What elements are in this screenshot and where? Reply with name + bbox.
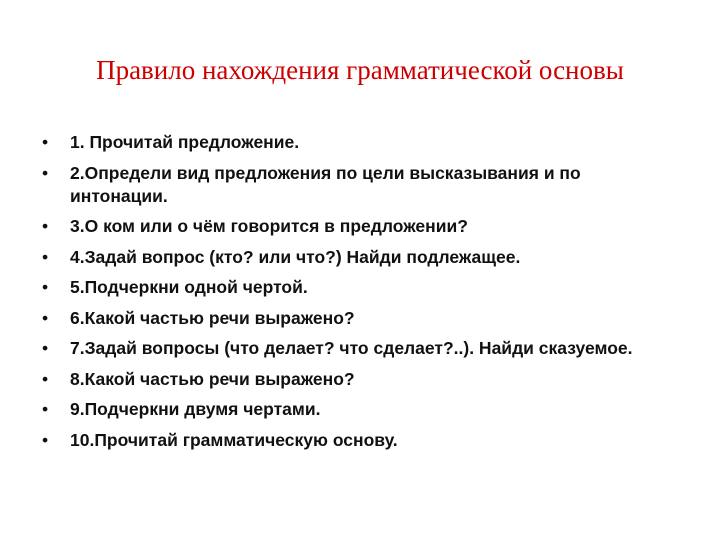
bullet-icon: • [42,162,49,183]
list-item [42,162,682,208]
list-item-text: 4.Задай вопрос (кто? или что?) Найди подлежащее. [70,246,521,267]
list-item [42,246,682,269]
bullet-icon: • [42,216,49,236]
list-item [42,276,682,299]
bullet-icon: • [42,368,49,389]
list-item [42,337,682,360]
bullet-icon: • [42,429,49,450]
list-item [42,131,682,154]
list-item [42,398,682,421]
bullet-icon: • [42,132,49,152]
bullet-icon: • [42,399,49,419]
list-item-text: 8.Какой частью речи выражено? [70,368,355,389]
list-item [42,215,682,238]
bullet-icon: • [42,338,49,358]
bullet-icon: • [42,307,49,328]
bullet-icon: • [42,277,49,297]
list-item-text: 3.О ком или о чём говорится в предложении? [70,216,468,236]
rule-steps-list [42,131,682,459]
bullet-icon: • [42,246,49,267]
list-item-text: 5.Подчеркни одной чертой. [70,277,308,297]
list-item-text: 10.Прочитай грамматическую основу. [70,429,398,450]
list-item-text: 1. Прочитай предложение. [70,132,300,152]
list-item [42,429,682,452]
list-item-text: 7.Задай вопросы (что делает? что сделает?..). Найди сказуемое. [70,338,633,358]
slide-title: Правило нахождения грамматической основы [96,55,624,85]
list-item [42,368,682,391]
list-item [42,307,682,330]
list-item-text: 2.Определи вид предложения по цели высказывания и по интонации. [70,162,581,206]
list-item-text: 6.Какой частью речи выражено? [70,307,355,328]
list-item-text: 9.Подчеркни двумя чертами. [70,399,321,419]
